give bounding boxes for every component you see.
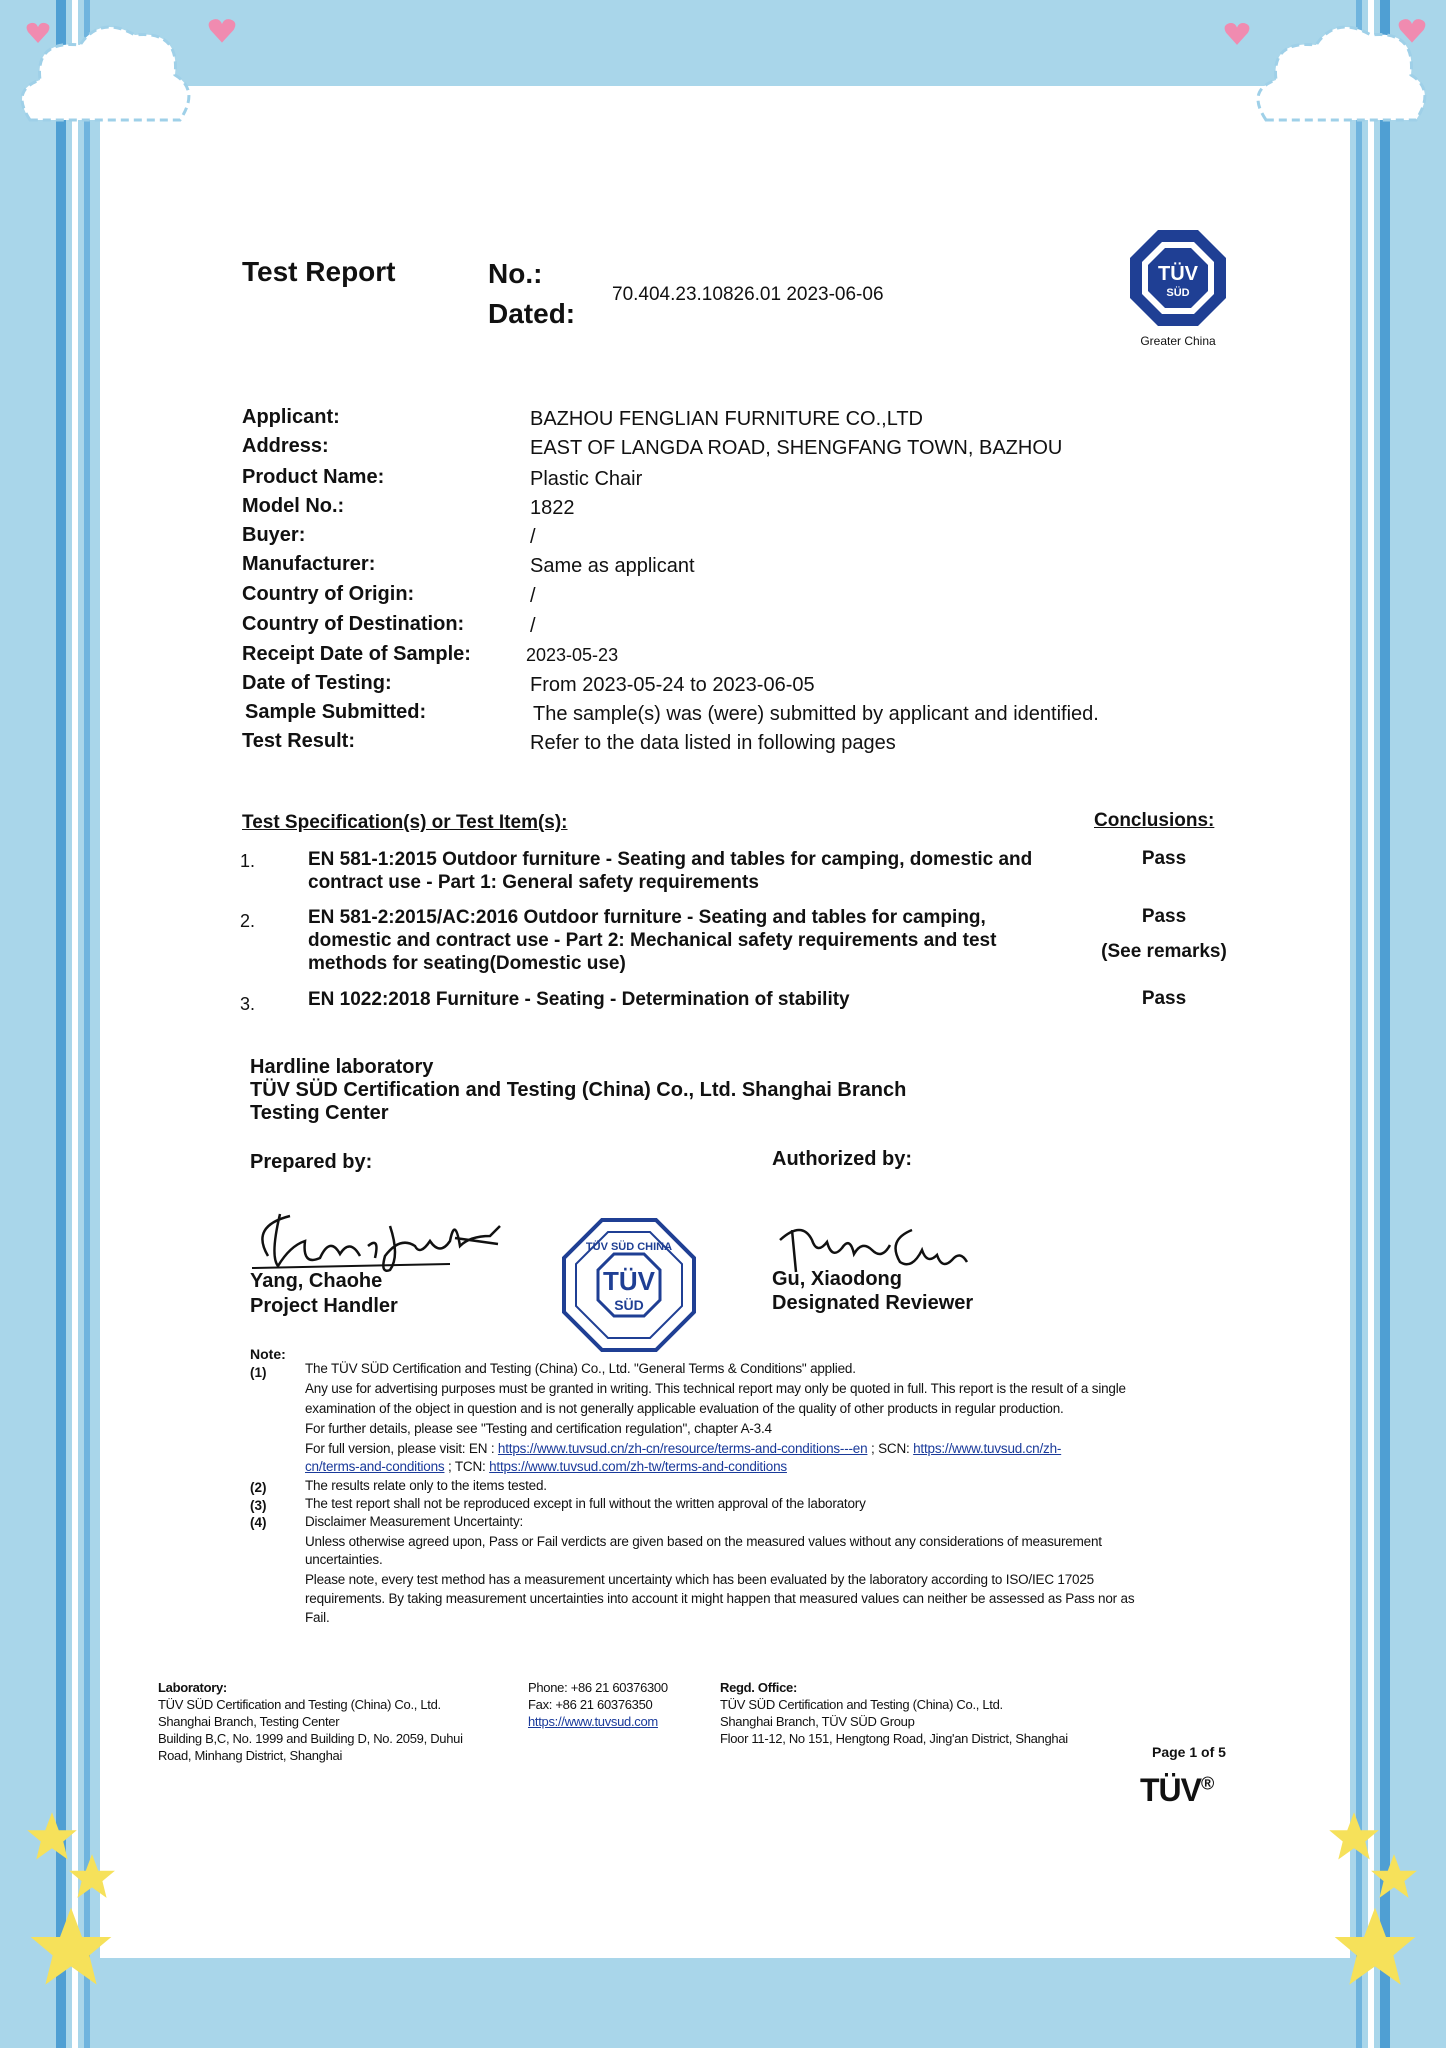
note-marker: (4) xyxy=(250,1515,267,1530)
dated-label: Dated: xyxy=(488,298,576,329)
footer-lab-line: Building B,C, No. 1999 and Building D, No. 2059, Duhui xyxy=(158,1731,463,1746)
prepared-by-role: Project Handler xyxy=(250,1295,398,1317)
note-line: The results relate only to the items tested. xyxy=(305,1478,547,1493)
heart-icon xyxy=(1398,18,1426,44)
prepared-by-name: Yang, Chaohe xyxy=(250,1270,383,1292)
note-marker: (1) xyxy=(250,1365,267,1380)
heart-icon xyxy=(26,22,50,44)
field-label-country-of-origin: Country of Origin: xyxy=(242,583,415,605)
spec-item-line: contract use - Part 1: General safety requirements xyxy=(308,872,759,893)
spec-item-line: EN 1022:2018 Furniture - Seating - Determination of stability xyxy=(308,989,850,1010)
authorized-by-role: Designated Reviewer xyxy=(772,1292,974,1314)
note-line: requirements. By taking measurement uncertainties into account it might happen that measured values can neither be assessed as Pass nor as xyxy=(305,1591,1135,1606)
signature-yang-chaohe xyxy=(250,1196,520,1276)
spec-item-text xyxy=(308,906,1068,975)
spec-item-line: domestic and contract use - Part 2: Mechanical safety requirements and test xyxy=(308,930,997,951)
note-line: Any use for advertising purposes must be granted in writing. This technical report may only be quoted in full. This report is the result of a single xyxy=(305,1381,1126,1396)
field-label-buyer: Buyer: xyxy=(242,524,306,546)
field-value-manufacturer: Same as applicant xyxy=(530,555,695,577)
field-value-address: EAST OF LANGDA ROAD, SHENGFANG TOWN, BAZHOU xyxy=(530,437,1063,459)
lab-company: TÜV SÜD Certification and Testing (China) Co., Ltd. Shanghai Branch xyxy=(250,1079,907,1101)
authorized-by-label: Authorized by: xyxy=(772,1148,912,1170)
field-label-date-of-testing: Date of Testing: xyxy=(242,672,392,694)
tuv-sud-china-stamp xyxy=(562,1218,696,1352)
field-value-model-no: 1822 xyxy=(530,497,575,519)
note-line xyxy=(305,1440,1210,1457)
field-value-test-result: Refer to the data listed in following pages xyxy=(530,732,896,754)
frame-stripe-left-inner xyxy=(84,0,90,2048)
field-value-date-of-testing: From 2023-05-24 to 2023-06-05 xyxy=(530,674,815,696)
note-marker: (3) xyxy=(250,1498,267,1513)
tuv-sud-logo xyxy=(1128,228,1228,328)
note-line: uncertainties. xyxy=(305,1552,383,1567)
page-number: Page 1 of 5 xyxy=(1152,1744,1226,1760)
terms-link-tcn[interactable]: https://www.tuvsud.com/zh-tw/terms-and-conditions xyxy=(489,1459,787,1474)
footer-office-title: Regd. Office: xyxy=(720,1680,797,1695)
footer-fax: Fax: +86 21 60376350 xyxy=(528,1697,653,1712)
stamp-mid-text: TÜV xyxy=(603,1266,655,1296)
star-icon xyxy=(1330,1904,1420,1992)
conclusions-heading: Conclusions: xyxy=(1094,810,1215,831)
number-label: No.: xyxy=(488,258,543,289)
stamp-outer-text: TÜV SÜD CHINA xyxy=(585,1241,673,1253)
spec-item-line: EN 581-2:2015/AC:2016 Outdoor furniture - Seating and tables for camping, xyxy=(308,907,986,928)
footer-phone: Phone: +86 21 60376300 xyxy=(528,1680,668,1695)
note-marker: (2) xyxy=(250,1480,267,1495)
field-label-address: Address: xyxy=(242,435,329,457)
frame-stripe-right-inner xyxy=(1356,0,1362,2048)
star-icon xyxy=(1368,1852,1420,1902)
note-line: The TÜV SÜD Certification and Testing (China) Co., Ltd. "General Terms & Conditions" applied. xyxy=(305,1361,856,1376)
note-line: Please note, every test method has a measurement uncertainty which has been evaluated by the laboratory according to ISO/IEC 17025 xyxy=(305,1572,1094,1587)
logo-caption: Greater China xyxy=(1140,334,1216,348)
spec-item-remark: (See remarks) xyxy=(1101,941,1227,962)
field-value-sample-submitted: The sample(s) was (were) submitted by applicant and identified. xyxy=(533,703,1099,725)
registered-mark: ® xyxy=(1201,1773,1214,1794)
footer-laboratory xyxy=(158,1679,518,1764)
frame-stripe-left xyxy=(56,0,66,2048)
frame-stripe-left-light xyxy=(72,0,78,2048)
frame-stripe-right-light xyxy=(1368,0,1374,2048)
field-value-applicant: BAZHOU FENGLIAN FURNITURE CO.,LTD xyxy=(530,408,923,430)
svg-text:SÜD: SÜD xyxy=(1166,287,1190,299)
note-line: Disclaimer Measurement Uncertainty: xyxy=(305,1514,524,1529)
note-line: The test report shall not be reproduced except in full without the written approval of the laboratory xyxy=(305,1496,866,1511)
note-text: ; SCN: xyxy=(867,1441,914,1456)
spec-item-line: methods for seating(Domestic use) xyxy=(308,953,626,974)
spec-item-result: Pass xyxy=(1141,988,1187,1009)
svg-text:TÜV: TÜV xyxy=(1158,263,1198,285)
terms-link-scn-cont[interactable]: cn/terms-and-conditions xyxy=(305,1459,445,1474)
note-text: For full version, please visit: EN : xyxy=(305,1441,498,1456)
lab-center: Testing Center xyxy=(250,1102,389,1124)
star-icon xyxy=(66,1852,118,1902)
report-title: Test Report xyxy=(242,256,396,287)
field-label-receipt-date: Receipt Date of Sample: xyxy=(242,643,471,665)
footer-office-line: TÜV SÜD Certification and Testing (China) Co., Ltd. xyxy=(720,1697,1003,1712)
frame-stripe-right xyxy=(1380,0,1390,2048)
field-value-receipt-date: 2023-05-23 xyxy=(526,645,619,665)
heart-icon xyxy=(208,18,236,44)
brand-text: TÜV xyxy=(1140,1772,1201,1808)
report-number-and-date: 70.404.23.10826.01 2023-06-06 xyxy=(612,284,884,305)
note-line: For further details, please see "Testing and certification regulation", chapter A-3.4 xyxy=(305,1421,772,1436)
report-paper xyxy=(100,86,1350,1958)
spec-heading: Test Specification(s) or Test Item(s): xyxy=(242,812,568,833)
footer-registered-office xyxy=(720,1679,1150,1747)
field-value-buyer: / xyxy=(530,526,536,548)
star-icon xyxy=(26,1904,116,1992)
spec-item-result: Pass xyxy=(1141,906,1187,927)
note-text: ; TCN: xyxy=(444,1459,490,1474)
footer-lab-line: Road, Minhang District, Shanghai xyxy=(158,1748,343,1763)
spec-item-text xyxy=(308,848,1068,894)
notes-title: Note: xyxy=(250,1346,286,1362)
field-label-product-name: Product Name: xyxy=(242,466,385,488)
stamp-bottom-text: SÜD xyxy=(614,1297,644,1313)
footer-website-link[interactable]: https://www.tuvsud.com xyxy=(528,1714,658,1729)
field-label-sample-submitted: Sample Submitted: xyxy=(245,701,427,723)
authorized-by-name: Gu, Xiaodong xyxy=(772,1268,902,1290)
spec-item-line: EN 581-1:2015 Outdoor furniture - Seating and tables for camping, domestic and xyxy=(308,849,1033,870)
field-label-applicant: Applicant: xyxy=(242,406,340,428)
footer-lab-line: Shanghai Branch, Testing Center xyxy=(158,1714,340,1729)
field-value-country-of-origin: / xyxy=(530,585,536,607)
footer-office-line: Shanghai Branch, TÜV SÜD Group xyxy=(720,1714,915,1729)
note-line: Unless otherwise agreed upon, Pass or Fail verdicts are given based on the measured values without any considerations of measurement xyxy=(305,1534,1102,1549)
field-label-model-no: Model No.: xyxy=(242,495,345,517)
prepared-by-label: Prepared by: xyxy=(250,1151,373,1173)
note-line: examination of the object in question and is not generally applicable evaluation of the quality of other products in regular production. xyxy=(305,1401,1064,1416)
field-value-product-name: Plastic Chair xyxy=(530,468,643,490)
spec-item-number: 2. xyxy=(240,911,256,931)
note-line: Fail. xyxy=(305,1610,330,1625)
spec-item-number: 1. xyxy=(240,851,256,871)
footer-office-line: Floor 11-12, No 151, Hengtong Road, Jing'an District, Shanghai xyxy=(720,1731,1068,1746)
spec-item-number: 3. xyxy=(240,994,256,1014)
tuv-brand-logo xyxy=(1140,1772,1213,1809)
note-line xyxy=(305,1458,1210,1475)
footer-contact xyxy=(528,1679,708,1730)
lab-name: Hardline laboratory xyxy=(250,1056,434,1078)
spec-item-result: Pass xyxy=(1141,848,1187,869)
field-label-test-result: Test Result: xyxy=(242,730,355,752)
footer-lab-line: TÜV SÜD Certification and Testing (China) Co., Ltd. xyxy=(158,1697,441,1712)
field-label-manufacturer: Manufacturer: xyxy=(242,553,376,575)
terms-link-en[interactable]: https://www.tuvsud.cn/zh-cn/resource/terms-and-conditions---en xyxy=(497,1441,868,1456)
terms-link-scn[interactable]: https://www.tuvsud.cn/zh- xyxy=(913,1441,1062,1456)
spec-item-text xyxy=(308,988,1068,1011)
heart-icon xyxy=(1224,22,1250,46)
field-value-country-of-destination: / xyxy=(530,615,536,637)
footer-lab-title: Laboratory: xyxy=(158,1680,227,1695)
field-label-country-of-destination: Country of Destination: xyxy=(242,613,465,635)
